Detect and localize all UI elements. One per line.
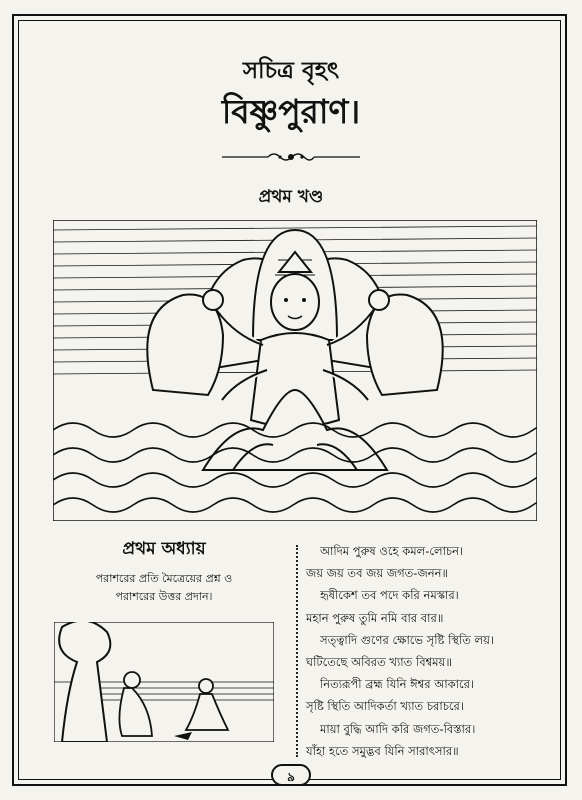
verse-line: মায়া বুদ্ধি আদি করি জগত-বিস্তার। [320, 721, 476, 736]
chapter-summary-line: পরাশরের উত্তর প্রদান। [115, 590, 213, 603]
verse-line: জয় জয় তব জয় জগত-জনন॥ [306, 566, 448, 581]
verse-line: ঘটিতেছে অবিরত খ্যাত বিশ্বময়॥ [306, 654, 452, 669]
verse-line: যাঁহা হতে সমুদ্ভব যিনি সারাৎসার॥ [306, 743, 459, 758]
chapter-summary-line: পরাশরের প্রতি মৈত্রেয়ের প্রশ্ন ও [95, 572, 233, 585]
chapter-summary [53, 570, 275, 606]
page-number: ৯ [271, 764, 311, 786]
part-heading: প্রথম খণ্ড [258, 187, 324, 207]
verse-line: সত্ত্বাদি গুণের ক্ষোভে সৃষ্টি স্থিতি লয়। [320, 632, 495, 647]
book-title: বিষ্ণুপুরাণ। [221, 92, 361, 131]
vishnu-illustration [53, 220, 537, 521]
verse-list [306, 540, 536, 762]
sage-illustration [54, 622, 274, 742]
verse-line: সৃষ্টি স্থিতি আদিকর্তা খ্যাত চরাচরে। [306, 699, 464, 714]
verse-line: মহান পুরুষ তুমি নমি বার বার॥ [306, 610, 444, 625]
verse-line: আদিম পুরুষ ওহে কমল-লোচন। [320, 544, 464, 558]
verse-line: হৃষীকেশ তব পদে করি নমস্কার। [320, 588, 459, 603]
column-divider [296, 545, 298, 757]
chapter-heading: প্রথম অধ্যায় [122, 539, 206, 559]
book-subtitle: সচিত্র বৃহৎ [242, 58, 340, 84]
verse-line: নিত্যরূপী ব্রহ্ম যিনি ঈশ্বর আকারে। [320, 677, 475, 692]
title-ornament [222, 148, 360, 166]
